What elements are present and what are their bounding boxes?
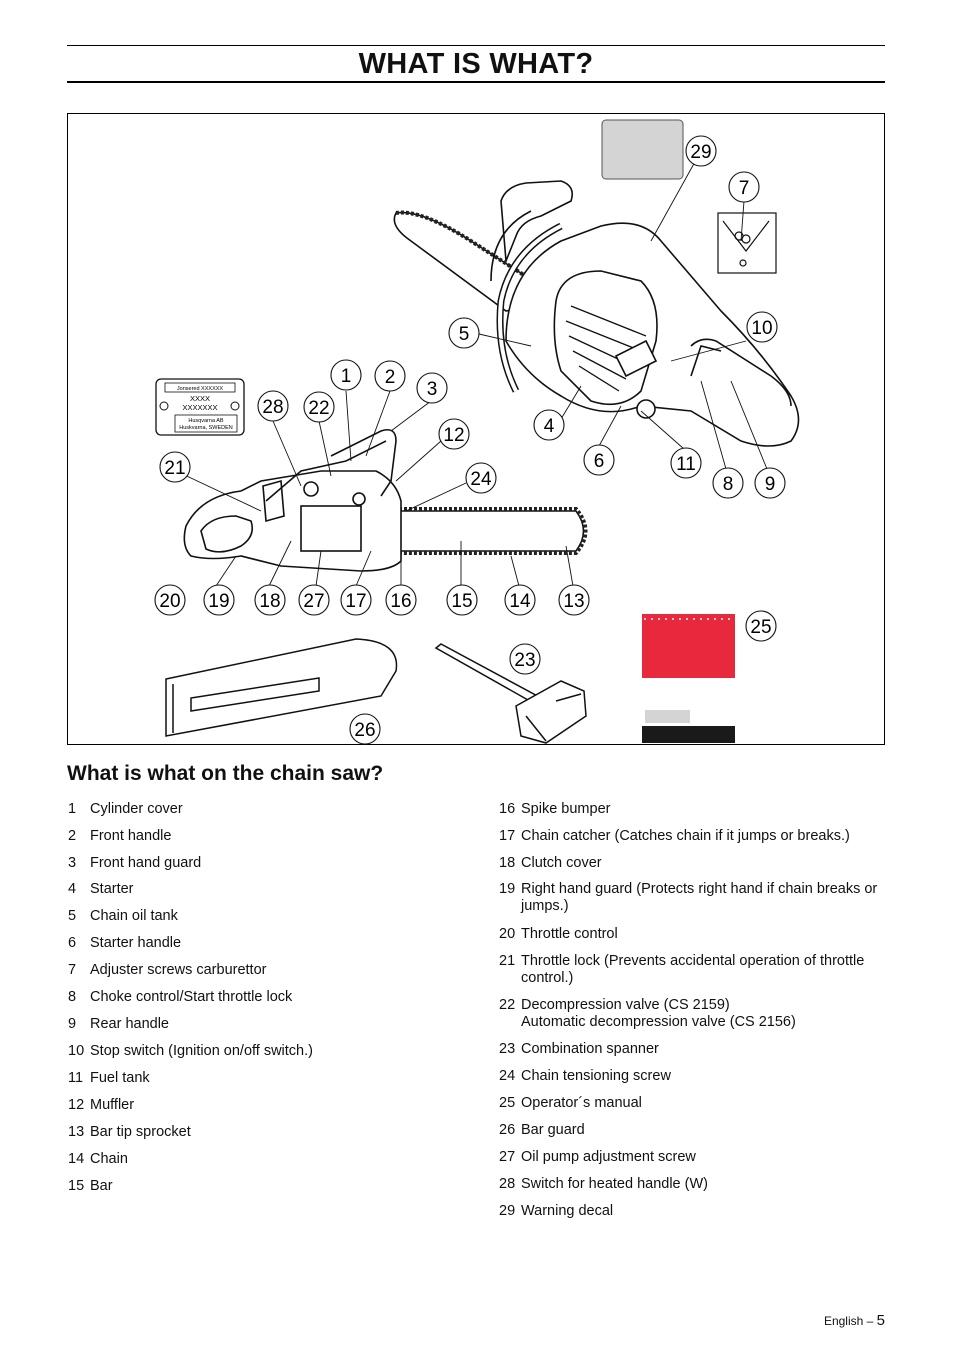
part-description (90, 881, 134, 898)
callout-13-text: 13 (563, 591, 585, 612)
warning-decal (602, 120, 683, 179)
callout-24 (466, 463, 496, 493)
part-item (68, 1151, 128, 1168)
callout-12-text: 12 (443, 425, 465, 446)
part-description-line: Front hand guard (90, 855, 202, 871)
part-number: 12 (68, 1097, 85, 1113)
part-item (499, 1176, 708, 1193)
callout-10 (747, 312, 777, 342)
footer-separator: – (863, 1314, 877, 1328)
part-description-line: control.) (521, 970, 574, 986)
callout-28-text: 28 (262, 397, 284, 418)
part-description (90, 1097, 134, 1114)
part-description-line: Bar tip sprocket (90, 1124, 191, 1140)
part-number: 23 (499, 1041, 516, 1057)
part-number: 7 (68, 962, 77, 978)
part-number: 25 (499, 1095, 516, 1111)
callout-16-text: 16 (390, 591, 412, 612)
callout-29-text: 29 (690, 142, 712, 163)
part-description (90, 989, 292, 1006)
plate-line-2: XXXX (189, 394, 211, 403)
part-description (521, 1068, 671, 1085)
part-description (90, 1016, 169, 1033)
part-item (68, 962, 266, 979)
part-number: 1 (68, 801, 77, 817)
part-description (90, 935, 181, 952)
part-description (521, 1176, 708, 1193)
part-number: 18 (499, 855, 516, 871)
chainsaw-illustration (68, 114, 886, 746)
callout-15 (447, 585, 477, 615)
part-number: 27 (499, 1149, 516, 1165)
part-item (68, 1070, 150, 1087)
part-number: 2 (68, 828, 77, 844)
callout-16 (386, 585, 416, 615)
callout-25 (746, 611, 776, 641)
part-description-line: Chain catcher (Catches chain if it jumps or breaks.) (521, 828, 850, 844)
callout-14 (505, 585, 535, 615)
part-item (499, 801, 610, 818)
part-number: 22 (499, 997, 516, 1013)
part-description-line: Cylinder cover (90, 801, 183, 817)
callout-17 (341, 585, 371, 615)
part-description-line: Chain oil tank (90, 908, 178, 924)
plate-line-3: XXXXXXX (182, 403, 218, 412)
part-description-line: Right hand guard (Protects right hand if chain breaks or (521, 881, 878, 897)
part-number: 26 (499, 1122, 516, 1138)
page-footer (824, 1312, 885, 1329)
part-item (499, 953, 864, 987)
callout-20 (155, 585, 185, 615)
callout-1 (331, 360, 361, 390)
part-item (499, 1068, 671, 1085)
part-item (499, 1203, 613, 1220)
callout-26-text: 26 (354, 720, 376, 741)
callout-22 (304, 392, 334, 422)
part-number: 8 (68, 989, 77, 1005)
part-description (521, 926, 618, 943)
part-description-line: Bar (90, 1178, 113, 1194)
plate-line-1: Jonsered XXXXXX (176, 386, 224, 392)
callout-24-text: 24 (470, 469, 492, 490)
callout-26 (350, 714, 380, 744)
part-item (499, 1095, 642, 1112)
part-description (521, 881, 877, 915)
part-description (90, 1178, 113, 1195)
callout-20-text: 20 (159, 591, 181, 612)
callout-12 (439, 419, 469, 449)
callout-19-text: 19 (208, 591, 230, 612)
manual-cover (642, 614, 735, 678)
callout-11-text: 11 (676, 454, 696, 475)
part-item (499, 855, 602, 872)
callout-27-text: 27 (303, 591, 325, 612)
part-item (499, 997, 796, 1031)
page-title: WHAT IS WHAT? (358, 48, 594, 80)
footer-language: English (823, 1314, 864, 1328)
callout-3-text: 3 (426, 379, 438, 400)
part-item (499, 1149, 696, 1166)
callout-6 (584, 445, 614, 475)
part-number: 20 (499, 926, 516, 942)
part-item (68, 855, 201, 872)
part-description (521, 1203, 613, 1220)
callout-23 (510, 644, 540, 674)
part-item (68, 908, 178, 925)
part-description-line: Combination spanner (521, 1041, 659, 1057)
part-item (68, 935, 181, 952)
part-number: 29 (499, 1203, 516, 1219)
part-number: 14 (68, 1151, 85, 1167)
part-description-line: Warning decal (521, 1203, 614, 1219)
part-description-line: Switch for heated handle (W) (521, 1176, 708, 1192)
callout-1-text: 1 (340, 366, 352, 387)
part-description (521, 953, 864, 987)
callout-27 (299, 585, 329, 615)
part-item (68, 1124, 191, 1141)
callout-28 (258, 391, 288, 421)
part-description-line: Starter (90, 881, 134, 897)
part-description (521, 1095, 642, 1112)
name-plate (156, 379, 244, 435)
part-description-line: Chain tensioning screw (521, 1068, 671, 1084)
part-number: 28 (499, 1176, 516, 1192)
part-number: 3 (68, 855, 77, 871)
manual-decal (645, 710, 690, 723)
part-description (90, 908, 178, 925)
callout-7 (729, 172, 759, 202)
top-rule (67, 45, 885, 46)
part-description (90, 855, 201, 872)
part-number: 16 (499, 801, 516, 817)
manual-bar (642, 726, 735, 743)
part-description-line: Muffler (90, 1097, 135, 1113)
part-description-line: Chain (90, 1151, 128, 1167)
part-description (90, 962, 266, 979)
part-item (68, 828, 171, 845)
part-description (90, 1070, 150, 1087)
part-description-line: Front handle (90, 828, 172, 844)
callout-5 (449, 318, 479, 348)
part-description (90, 1043, 313, 1060)
part-description (90, 1151, 128, 1168)
plate-line-5: Huskvarna, SWEDEN (179, 425, 233, 431)
part-description-line: Oil pump adjustment screw (521, 1149, 696, 1165)
callout-7-text: 7 (738, 178, 750, 199)
part-description (521, 997, 796, 1031)
callout-8 (713, 468, 743, 498)
part-number: 6 (68, 935, 77, 951)
part-description (521, 828, 850, 845)
callout-9-text: 9 (764, 474, 776, 495)
small-chainsaw-drawing (184, 430, 585, 571)
callout-19 (204, 585, 234, 615)
part-item (68, 1178, 113, 1195)
carburettor-detail-drawing (718, 213, 776, 273)
part-number: 10 (68, 1043, 85, 1059)
callout-11 (671, 448, 701, 478)
part-description-line: Starter handle (90, 935, 182, 951)
part-description-line: Spike bumper (521, 801, 611, 817)
page-number: 5 (876, 1312, 885, 1329)
callout-8-text: 8 (722, 474, 734, 495)
chainsaw-figure (67, 113, 885, 745)
title-rule (67, 81, 885, 83)
callout-5-text: 5 (458, 324, 470, 345)
callout-18-text: 18 (259, 591, 281, 612)
part-item (499, 1122, 585, 1139)
part-description-line: Fuel tank (90, 1070, 150, 1086)
part-description-line: Rear handle (90, 1016, 169, 1032)
callout-3 (417, 373, 447, 403)
part-number: 24 (499, 1068, 516, 1084)
part-item (68, 1097, 134, 1114)
callout-9 (755, 468, 785, 498)
part-number: 11 (68, 1070, 84, 1086)
part-item (499, 881, 877, 915)
part-description-line: jumps.) (521, 898, 569, 914)
callout-10-text: 10 (751, 318, 773, 339)
part-item (68, 1043, 313, 1060)
section-title: What is what on the chain saw? (67, 762, 384, 785)
callout-13 (559, 585, 589, 615)
callout-4-text: 4 (543, 416, 555, 437)
callout-2-text: 2 (384, 367, 396, 388)
callout-6-text: 6 (593, 451, 605, 472)
part-description (521, 1122, 585, 1139)
part-number: 13 (68, 1124, 85, 1140)
operators-manual-drawing (642, 614, 735, 743)
part-number: 9 (68, 1016, 77, 1032)
part-description (521, 1149, 696, 1166)
part-description (90, 1124, 191, 1141)
part-number: 17 (499, 828, 516, 844)
part-description-line: Throttle control (521, 926, 618, 942)
part-number: 21 (499, 953, 516, 969)
part-description-line: Throttle lock (Prevents accidental operation of throttle (521, 953, 865, 969)
part-number: 4 (68, 881, 77, 897)
callout-21-text: 21 (164, 458, 186, 479)
part-description-line: Choke control/Start throttle lock (90, 989, 293, 1005)
part-description (90, 828, 171, 845)
part-description-line: Automatic decompression valve (CS 2156) (521, 1014, 796, 1030)
callout-17-text: 17 (345, 591, 367, 612)
callout-23-text: 23 (514, 650, 536, 671)
part-item (499, 828, 850, 845)
part-item (68, 881, 134, 898)
part-description-line: Bar guard (521, 1122, 585, 1138)
callout-14-text: 14 (509, 591, 531, 612)
part-number: 5 (68, 908, 77, 924)
part-description (521, 801, 610, 818)
part-item (68, 1016, 169, 1033)
callout-2 (375, 361, 405, 391)
part-description-line: Stop switch (Ignition on/off switch.) (90, 1043, 313, 1059)
callout-18 (255, 585, 285, 615)
callout-22-text: 22 (308, 398, 330, 419)
callout-29 (686, 136, 716, 166)
callout-21 (160, 452, 190, 482)
part-description (521, 1041, 659, 1058)
part-description-line: Decompression valve (CS 2159) (521, 997, 730, 1013)
callout-25-text: 25 (750, 617, 772, 638)
part-description (521, 855, 602, 872)
callout-4 (534, 410, 564, 440)
part-number: 15 (68, 1178, 85, 1194)
part-description-line: Operator´s manual (521, 1095, 642, 1111)
plate-line-4: Husqvarna AB (188, 418, 224, 424)
part-item (499, 926, 618, 943)
part-description (90, 801, 183, 818)
part-item (68, 801, 183, 818)
callout-15-text: 15 (451, 591, 473, 612)
part-number: 19 (499, 881, 516, 897)
part-description-line: Adjuster screws carburettor (90, 962, 267, 978)
part-description-line: Clutch cover (521, 855, 602, 871)
part-item (68, 989, 292, 1006)
part-item (499, 1041, 659, 1058)
